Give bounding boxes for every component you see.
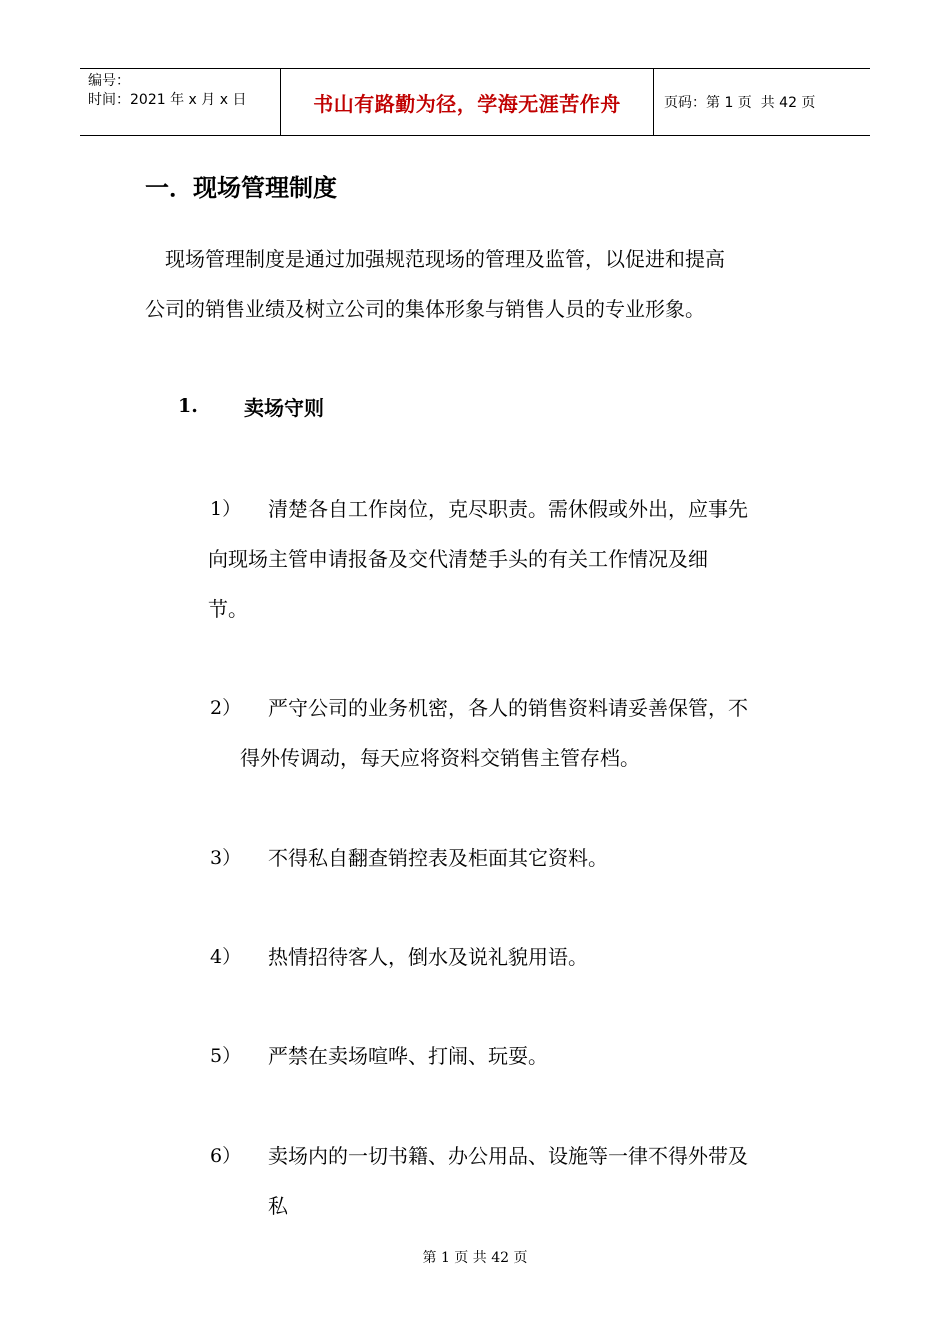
- list-item-line: 热情招待客人，倒水及说礼貌用语。: [268, 945, 588, 969]
- section-title: 一．现场管理制度: [145, 174, 337, 202]
- list-item-number: 1）: [210, 498, 242, 520]
- header-meta-cell: [80, 69, 281, 135]
- intro-line-2: 公司的销售业绩及树立公司的集体形象与销售人员的专业形象。: [145, 297, 705, 321]
- list-item-line: 严守公司的业务机密，各人的销售资料请妥善保管，不: [268, 696, 748, 720]
- list-item-line: 节。: [208, 597, 248, 621]
- list-item-number: 6）: [210, 1145, 242, 1167]
- list-item-line: 清楚各自工作岗位，克尽职责。需休假或外出，应事先: [268, 497, 748, 521]
- intro-line-1: 现场管理制度是通过加强规范现场的管理及监管，以促进和提高: [165, 247, 725, 271]
- list-item-number: 3）: [210, 847, 242, 869]
- page-footer: 第 1 页 共 42 页: [422, 1250, 528, 1266]
- list-item-line: 不得私自翻查销控表及柜面其它资料。: [268, 846, 608, 870]
- document-header: [80, 68, 870, 136]
- list-item-number: 5）: [210, 1045, 242, 1067]
- list-item-number: 4）: [210, 946, 242, 968]
- list-item-number: 2）: [210, 697, 242, 719]
- subsection-title: 卖场守则: [244, 396, 324, 420]
- header-page-info-cell: [654, 69, 870, 135]
- serial-label: 编号：: [88, 73, 130, 89]
- list-item-line: 严禁在卖场喧哗、打闹、玩耍。: [268, 1044, 548, 1068]
- list-item-line: 私: [268, 1194, 288, 1218]
- header-page-info: 页码：第 1 页 共 42 页: [664, 95, 816, 111]
- time-label: 时间：2021 年 x 月 x 日: [88, 92, 247, 108]
- list-item-line: 卖场内的一切书籍、办公用品、设施等一律不得外带及: [268, 1144, 748, 1168]
- header-motto: 书山有路勤为径，学海无涯苦作舟: [281, 69, 654, 135]
- list-item-line: 向现场主管申请报备及交代清楚手头的有关工作情况及细: [208, 547, 708, 571]
- subsection-number: 1.: [178, 395, 198, 417]
- list-item-line: 得外传调动，每天应将资料交销售主管存档。: [240, 746, 640, 770]
